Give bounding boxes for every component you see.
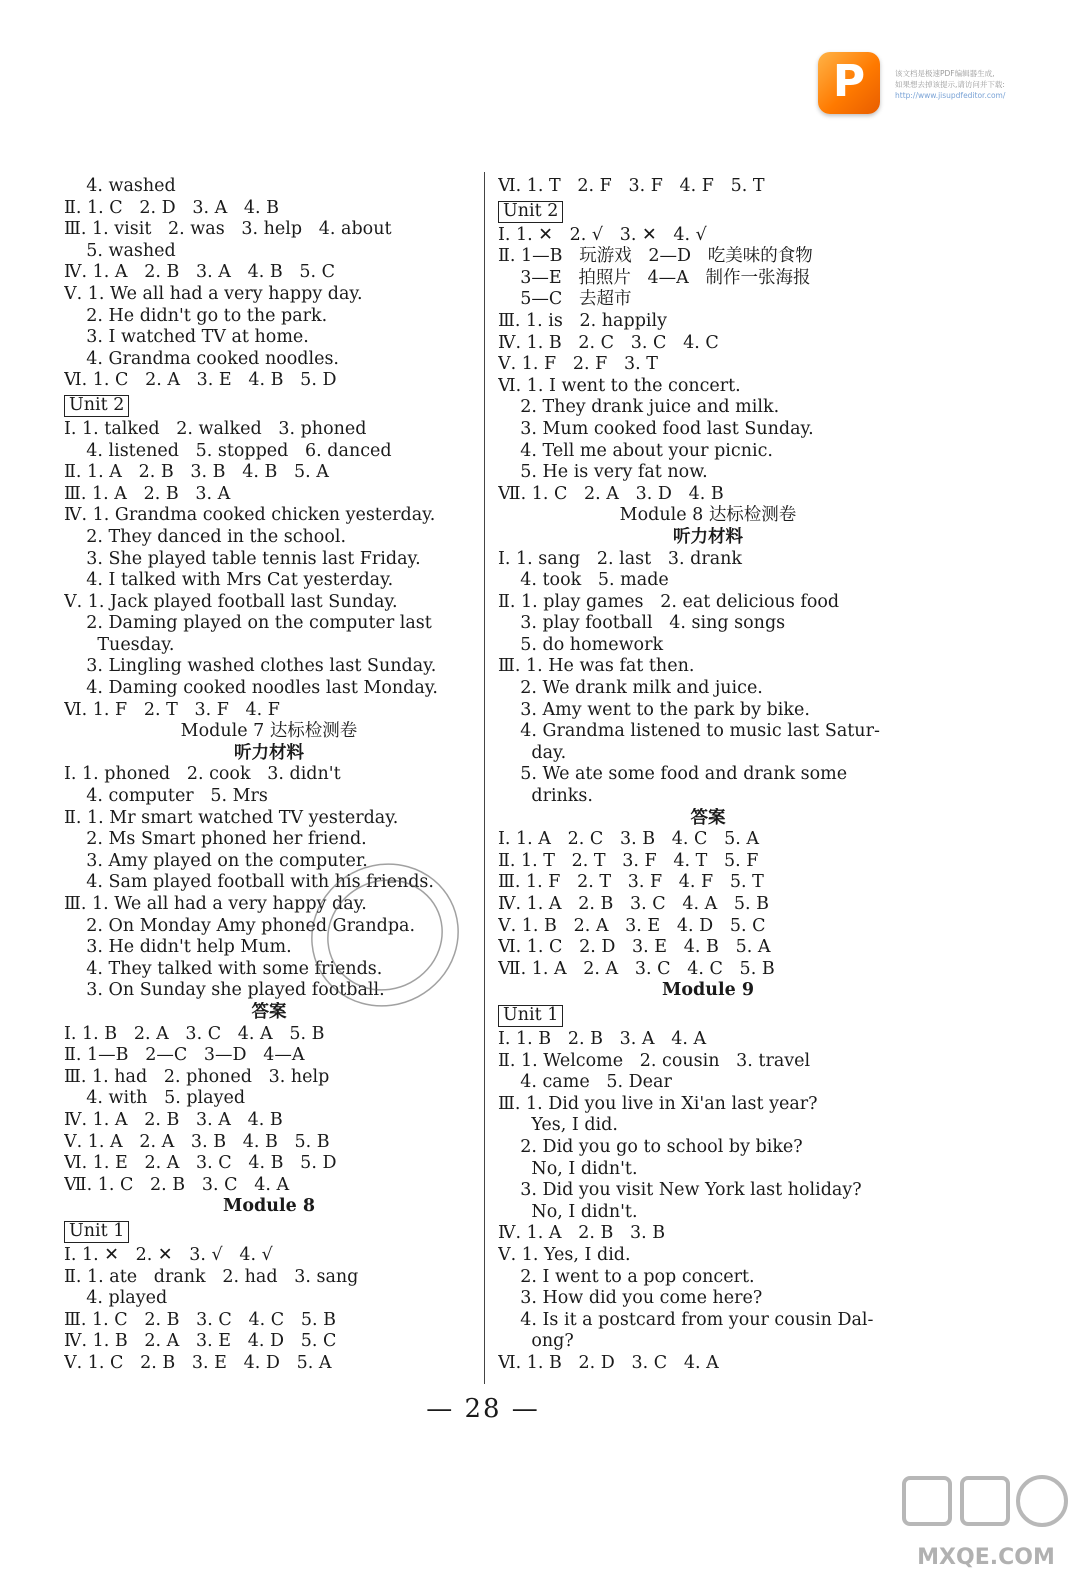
answer-line: 3. Amy went to the park by bike. [498,699,810,720]
answer-line: 2. Ms Smart phoned her friend. [64,829,367,850]
answer-line: Ⅴ. 1. B 2. A 3. E 4. D 5. C [498,915,766,936]
answer-line: Ⅶ. 1. A 2. A 3. C 4. C 5. B [498,958,775,979]
answer-line: No, I didn't. [498,1201,638,1222]
answer-line: Ⅳ. 1. B 2. C 3. C 4. C [498,332,719,353]
answer-line: 3—E 拍照片 4—A 制作一张海报 [498,267,811,288]
answer-line: Ⅳ. 1. A 2. B 3. A 4. B 5. C [64,262,336,283]
unit-heading [498,1002,918,1029]
answer-line: Ⅴ. 1. Jack played football last Sunday. [64,591,398,612]
answer-line: Ⅳ. 1. A 2. B 3. B [498,1223,666,1244]
answer-line: 2. They drank juice and milk. [498,397,780,418]
answer-line: Ⅴ. 1. C 2. B 3. E 4. D 5. A [64,1352,332,1373]
section-heading: 答案 [690,807,726,828]
answer-line: 4. listened 5. stopped 6. danced [64,440,392,461]
answer-line: Ⅵ. 1. C 2. D 3. E 4. B 5. A [498,937,771,958]
corner-watermark-text: MXQE.COM [917,1545,1055,1570]
answer-line: Ⅵ. 1. F 2. T 3. F 4. F [64,699,280,720]
answer-line: 4. came 5. Dear [498,1072,672,1093]
answer-line: 3. play football 4. sing songs [498,613,786,634]
notice-line-2: 如果想去掉该提示,请访问并下载: [895,80,1005,89]
answer-line: 3. Lingling washed clothes last Sunday. [64,656,437,677]
answer-line: 3. Amy played on the computer. [64,850,368,871]
section-heading: Module 7 达标检测卷 [180,721,358,742]
answer-line: Ⅲ. 1. is 2. happily [498,310,667,331]
answer-line: Ⅰ. 1. B 2. B 3. A 4. A [498,1028,707,1049]
answer-line: 5. He is very fat now. [498,462,708,483]
logo-letter: P [832,56,866,107]
answer-line: 5. do homework [498,634,664,655]
answer-line: Ⅱ. 1. A 2. B 3. B 4. B 5. A [64,462,329,483]
answer-line: Ⅰ. 1. talked 2. walked 3. phoned [64,418,367,439]
answer-line: 4. washed [64,176,176,196]
answer-line: Ⅳ. 1. A 2. B 3. C 4. A 5. B [498,894,770,914]
right-column [498,176,918,1374]
answer-line: 4. Tell me about your picnic. [498,440,773,461]
answer-line: 4. with 5. played [64,1088,246,1109]
answer-line: Ⅰ. 1. phoned 2. cook 3. didn't [64,764,341,785]
answer-line: ong? [498,1331,574,1352]
answer-line: Ⅴ. 1. We all had a very happy day. [64,283,363,304]
answer-line: 2. I went to a pop concert. [498,1266,755,1287]
answer-line: Ⅱ. 1—B 2—C 3—D 4—A [64,1045,305,1066]
answer-line: Ⅶ. 1. C 2. B 3. C 4. A [64,1174,290,1195]
answer-line: 4. played [64,1288,168,1309]
answer-line: Ⅲ. 1. had 2. phoned 3. help [64,1066,330,1087]
section-heading: Module 9 [661,980,755,1001]
answer-line: Tuesday. [64,634,175,655]
answer-line: Ⅲ. 1. He was fat then. [498,656,695,677]
answer-line: Ⅰ. 1. ✕ 2. ✕ 3. √ 4. √ [64,1244,273,1265]
answer-line: 4. Grandma cooked noodles. [64,348,339,369]
answer-line: 4. Is it a postcard from your cousin Dal- [498,1309,874,1330]
answer-line: Ⅰ. 1. A 2. C 3. B 4. C 5. A [498,829,760,850]
answer-line: Ⅴ. 1. Yes, I did. [498,1244,631,1265]
answer-line: Ⅵ. 1. B 2. D 3. C 4. A [498,1352,719,1373]
pdf-editor-logo [818,52,880,114]
answer-line: Ⅱ. 1. T 2. T 3. F 4. T 5. F [498,850,759,871]
page-number: — 28 — [426,1394,540,1424]
answer-line: Ⅱ. 1. ate drank 2. had 3. sang [64,1266,359,1287]
unit-label: Unit 2 [498,201,563,223]
unit-heading [64,392,474,419]
notice-line-1: 该文档是极速PDF编辑器生成, [895,69,995,78]
left-column [64,176,474,1374]
corner-watermark-logo [896,1468,1076,1574]
answer-line: 3. How did you come here? [498,1288,763,1309]
answer-line: 4. Daming cooked noodles last Monday. [64,678,438,699]
answer-line: Ⅳ. 1. Grandma cooked chicken yesterday. [64,505,436,526]
section-heading: 听力材料 [673,526,743,547]
answer-line: 3. Mum cooked food last Sunday. [498,418,814,439]
answer-line: 2. We drank milk and juice. [498,678,763,699]
answer-line: Ⅲ. 1. Did you live in Xi'an last year? [498,1093,818,1114]
answer-line: 2. On Monday Amy phoned Grandpa. [64,915,416,936]
answer-line: Ⅲ. 1. C 2. B 3. C 4. C 5. B [64,1309,336,1330]
section-heading: 听力材料 [234,742,304,763]
answer-line: 3. I watched TV at home. [64,327,309,348]
answer-line: Ⅱ. 1. play games 2. eat delicious food [498,591,840,612]
answer-line: 4. Sam played football with his friends. [64,872,434,893]
answer-line: 5. washed [64,240,176,261]
answer-line: 4. took 5. made [498,570,669,591]
answer-line: 2. They danced in the school. [64,526,347,547]
answer-line: Ⅱ. 1—B 玩游戏 2—D 吃美味的食物 [498,246,813,267]
answer-line: 2. He didn't go to the park. [64,305,328,326]
answer-line: Ⅲ. 1. We all had a very happy day. [64,894,367,914]
answer-line: Ⅳ. 1. B 2. A 3. E 4. D 5. C [64,1331,337,1352]
answer-line: Ⅴ. 1. A 2. A 3. B 4. B 5. B [64,1131,330,1152]
unit-label: Unit 1 [64,1221,129,1243]
answer-line: Ⅵ. 1. C 2. A 3. E 4. B 5. D [64,370,337,391]
answer-line: Ⅰ. 1. sang 2. last 3. drank [498,548,743,569]
answer-line: 4. I talked with Mrs Cat yesterday. [64,570,394,591]
answer-line: Ⅲ. 1. A 2. B 3. A [64,483,231,504]
answer-line: day. [498,742,567,763]
unit-label: Unit 1 [498,1005,563,1027]
unit-heading [498,198,918,225]
answer-line: 5—C 去超市 [498,289,632,310]
answer-line: Ⅱ. 1. Mr smart watched TV yesterday. [64,807,399,828]
answer-line: 4. computer 5. Mrs [64,786,268,807]
answer-line: Ⅲ. 1. F 2. T 3. F 4. F 5. T [498,872,764,893]
answer-line: Ⅰ. 1. ✕ 2. √ 3. ✕ 4. √ [498,224,707,245]
notice-url-link[interactable]: http://www.jisupdfeditor.com/ [895,91,1006,100]
answer-line: Ⅱ. 1. Welcome 2. cousin 3. travel [498,1050,811,1071]
answer-line: Ⅵ. 1. E 2. A 3. C 4. B 5. D [64,1153,337,1174]
editor-notice [895,68,1055,101]
unit-label: Unit 2 [64,395,129,417]
answer-line: Ⅵ. 1. I went to the concert. [498,375,741,396]
answer-line: Ⅳ. 1. A 2. B 3. A 4. B [64,1109,283,1130]
answer-line: Ⅰ. 1. B 2. A 3. C 4. A 5. B [64,1023,325,1044]
answer-line: Ⅶ. 1. C 2. A 3. D 4. B [498,483,724,504]
section-heading: Module 8 达标检测卷 [619,505,797,526]
column-divider [484,172,485,1384]
answer-line: 3. He didn't help Mum. [64,937,292,958]
answer-line: Ⅴ. 1. F 2. F 3. T [498,354,658,375]
answer-line: 3. She played table tennis last Friday. [64,548,421,569]
answer-line: 4. They talked with some friends. [64,958,383,979]
answer-line: Ⅵ. 1. T 2. F 3. F 4. F 5. T [498,176,765,196]
section-heading: Module 8 [222,1196,316,1217]
answer-line: 3. On Sunday she played football. [64,980,385,1001]
answer-line: 3. Did you visit New York last holiday? [498,1180,862,1201]
answer-line: Yes, I did. [498,1115,618,1136]
unit-heading [64,1218,474,1245]
answer-line: Ⅱ. 1. C 2. D 3. A 4. B [64,197,280,218]
answer-line: 2. Did you go to school by bike? [498,1136,803,1157]
answer-line: 4. Grandma listened to music last Satur- [498,721,880,742]
answer-line: Ⅲ. 1. visit 2. was 3. help 4. about [64,219,392,240]
section-heading: 答案 [251,1001,287,1022]
answer-line: No, I didn't. [498,1158,638,1179]
answer-line: 5. We ate some food and drank some [498,764,848,785]
answer-line: 2. Daming played on the computer last [64,613,432,634]
answer-line: drinks. [498,786,593,807]
